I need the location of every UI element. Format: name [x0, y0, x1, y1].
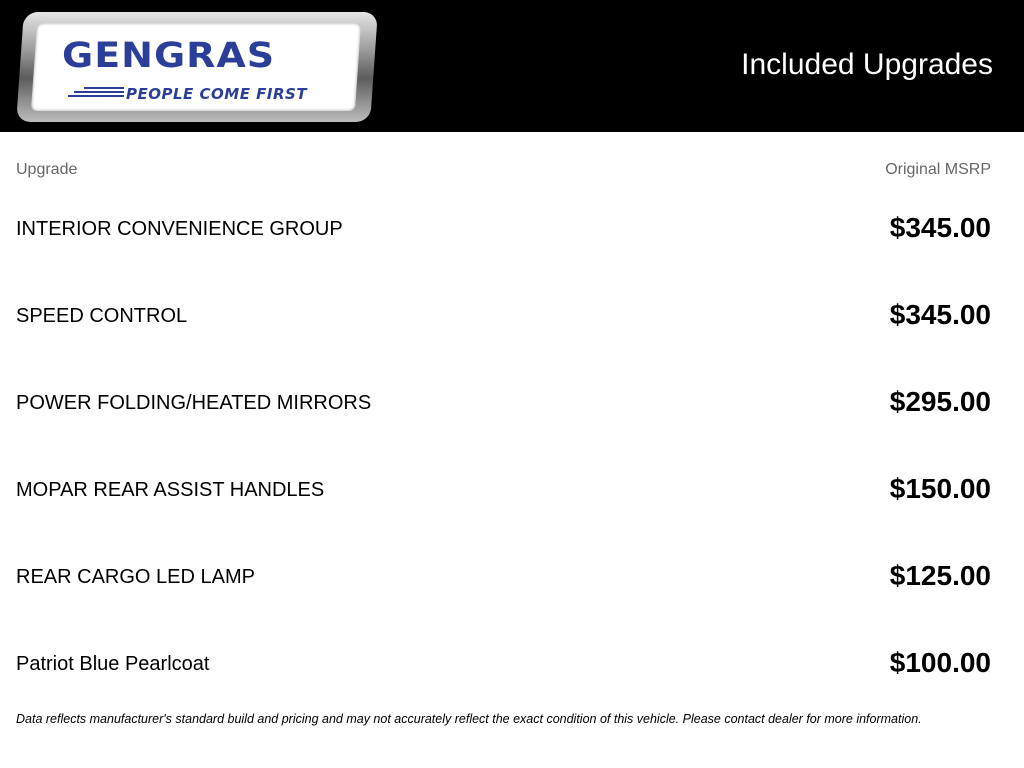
upgrade-name: INTERIOR CONVENIENCE GROUP [16, 218, 343, 240]
column-header-upgrade: Upgrade [16, 161, 78, 178]
upgrade-row [0, 447, 1024, 534]
logo-tagline: PEOPLE COME FIRST [126, 85, 308, 103]
upgrade-name: POWER FOLDING/HEATED MIRRORS [16, 392, 372, 414]
upgrade-price: $295.00 [889, 386, 991, 417]
upgrade-price: $125.00 [889, 560, 991, 591]
upgrade-price: $345.00 [889, 212, 991, 243]
logo-speed-lines [68, 87, 124, 101]
upgrade-row [0, 621, 1024, 708]
upgrade-name: MOPAR REAR ASSIST HANDLES [16, 479, 325, 501]
upgrade-price: $100.00 [889, 647, 991, 678]
header-bar [0, 0, 1024, 132]
upgrade-price: $150.00 [889, 473, 991, 504]
logo-wordmark: GENGRAS [62, 35, 276, 76]
upgrade-row [0, 273, 1024, 360]
page-title: Included Upgrades [741, 48, 993, 81]
upgrades-list [0, 186, 1024, 708]
disclaimer-text: Data reflects manufacturer's standard build and pricing and may not accurately reflect the exact condition of this vehicle. Please contact dealer for more information. [16, 712, 922, 726]
upgrade-row [0, 360, 1024, 447]
logo-badge [31, 23, 361, 111]
gengras-logo [16, 12, 378, 122]
upgrade-row [0, 186, 1024, 273]
upgrade-row [0, 534, 1024, 621]
upgrade-name: SPEED CONTROL [16, 305, 188, 327]
upgrade-price: $345.00 [889, 299, 991, 330]
upgrade-name: REAR CARGO LED LAMP [16, 566, 255, 588]
column-header-msrp: Original MSRP [885, 161, 991, 178]
upgrade-name: Patriot Blue Pearlcoat [16, 653, 210, 675]
